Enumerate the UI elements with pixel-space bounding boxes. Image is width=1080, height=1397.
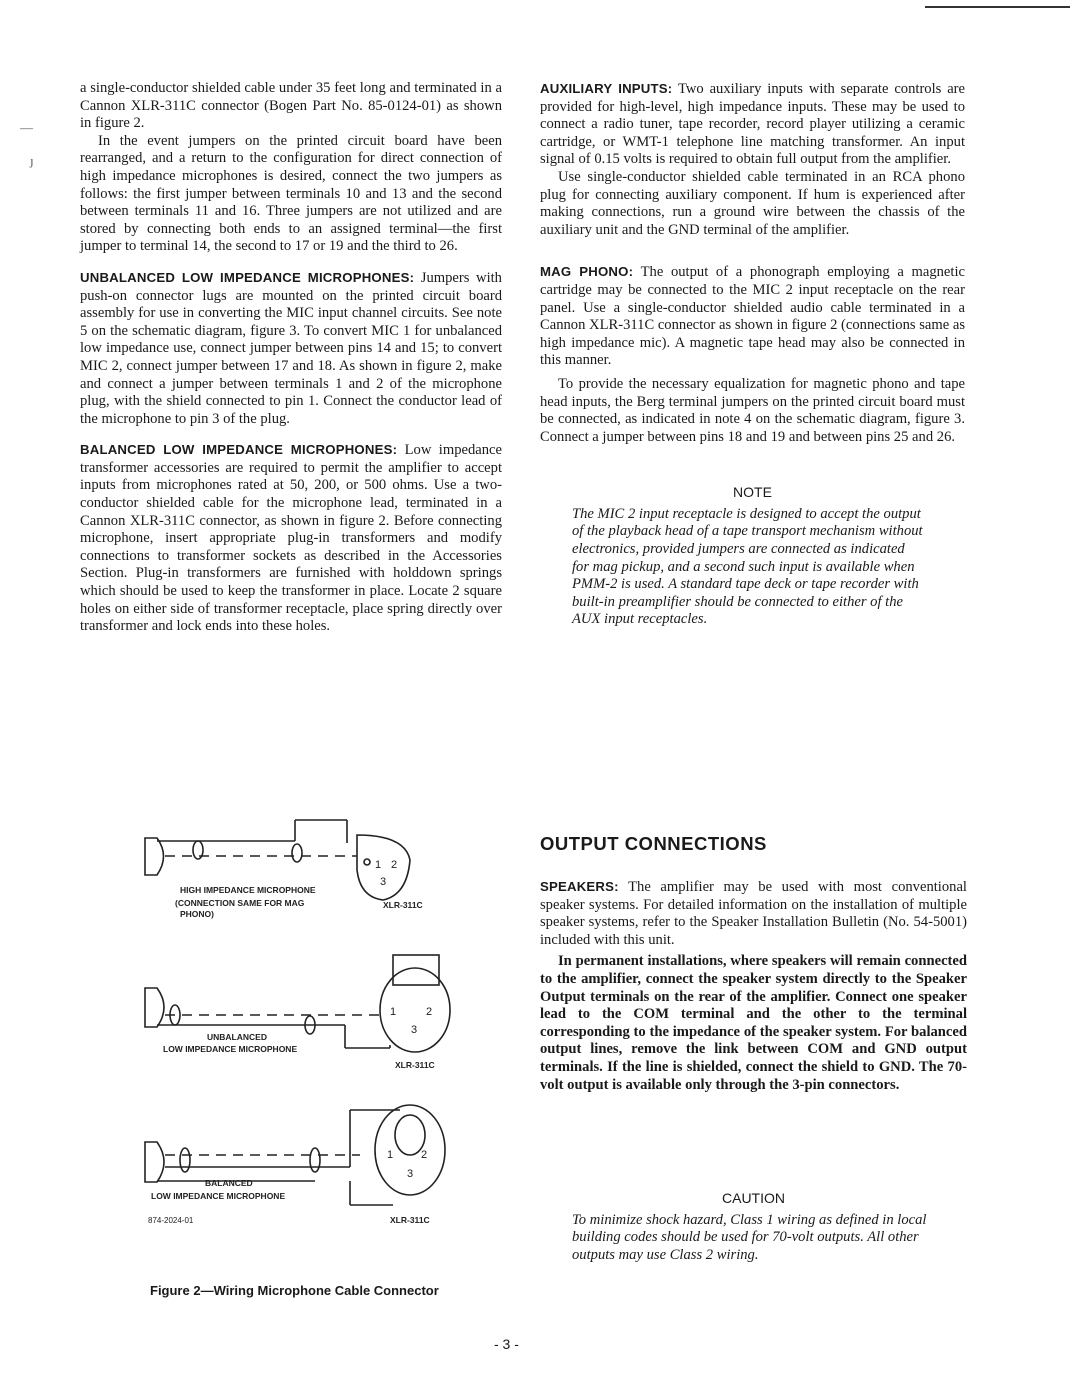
speakers-text: The amplifier may be used with most conventional speaker systems. For detailed information on the installation of multiple speaker systems, refer to the Speaker Installation Bulletin (No. 54-5001) included with this unit.: [540, 879, 967, 948]
page-number: - 3 -: [494, 1336, 519, 1352]
balanced-text: Low impedance transformer accessories are required to permit the amplifier to accept inputs from microphones rated at 50, 200, or 500 ohms. Use a two-conductor shielded cable for the microphone lead, terminated in a Cannon XLR-311C connector, as shown in figure 2. Before connecting microphone, insert appropriate plug-in transformers and modify connections to transformer sockets as described in the Accessories Section. Plug-in transformers are furnished with holddown springs which should be used to keep the transformer in place. Locate 2 square holes on either side of transformer receptacle, place spring directly over transformer and lock ends into these holes.: [80, 442, 502, 635]
left-column: [80, 80, 502, 636]
pin-2-label: 2: [426, 1006, 433, 1018]
xlr-label: XLR-311C: [390, 1215, 430, 1225]
unbalanced-label: UNBALANCED: [207, 1032, 267, 1042]
note-title: NOTE: [733, 484, 772, 501]
caution-block: [540, 1190, 967, 1264]
part-number: 874-2024-01: [148, 1216, 194, 1225]
mag-text: The output of a phonograph employing a magnetic cartridge may be connected to the MIC 2 input receptacle on the rear panel. Use a single-conductor shielded audio cable terminated in a Cannon XLR-311C connector as shown in figure 2 (connections same as high impedance mic). A magnetic tape head may also be connected in this manner.: [540, 264, 966, 369]
mag-text-2: To provide the necessary equalization for magnetic phono and tape head inputs, the Berg terminal jumpers on the printed circuit board must be connected, as indicated in note 4 on the schematic diagram, figure 3. Connect a jumper between pins 18 and 19 and between pins 25 and 26.: [540, 375, 965, 445]
unbalanced-text: Jumpers with push-on connector lugs are mounted on the printed circuit board assembly for use in converting the MIC input channel circuits. See note 5 on the schematic diagram, figure 3. To convert MIC 1 for unbalanced low impedance use, connect jumper between pins 14 and 15; to convert MIC 2, connect jumper between 17 and 18. As shown in figure 2, make and connect a jumper between terminals 1 and 2 of the microphone plug, with the shield connected to pin 1. Connect the conductor lead of the microphone to pin 3 of the plug.: [80, 269, 502, 427]
unbalanced-low-imp-label: LOW IMPEDANCE MICROPHONE: [163, 1044, 298, 1054]
balanced-low-imp-label: LOW IMPEDANCE MICROPHONE: [151, 1191, 286, 1201]
speakers-column: [540, 878, 967, 1094]
balanced-section: [80, 441, 502, 636]
xlr-label: XLR-311C: [395, 1060, 435, 1070]
pin-3-label: 3: [407, 1168, 414, 1180]
pin-3-label: 3: [411, 1024, 418, 1036]
balanced-label: BALANCED: [205, 1178, 253, 1188]
pin-3-label: 3: [380, 876, 387, 888]
wiring-figure: [135, 805, 465, 1235]
aux-text-2: Use single-conductor shielded cable terminated in an RCA phono plug for connecting auxiliary component. If hum is experienced after making connections, run a ground wire between the chassis of the auxiliary unit and the GND terminal of the amplifier.: [540, 168, 965, 238]
balanced-heading: BALANCED LOW IMPEDANCE MICROPHONES:: [80, 442, 398, 458]
pin-1-label: 1: [375, 859, 382, 871]
aux-section: [540, 80, 965, 169]
caution-text: To minimize shock hazard, Class 1 wiring as defined in local building codes should be used for 70-volt outputs. All other outputs may use Class 2 wiring.: [572, 1211, 927, 1263]
mag-section: [540, 263, 965, 370]
mag-heading: MAG PHONO:: [540, 264, 634, 280]
pin-2-label: 2: [421, 1149, 428, 1161]
margin-mark: ȷ: [30, 153, 34, 168]
speakers-text-2: In permanent installations, where speakers will remain connected to the amplifier, connect the speaker system directly to the Speaker Output terminals on the rear of the amplifier. Connect one speaker lead to the COM terminal and the other to the terminal corresponding to the impedance of the speaker system. For balanced output lines, remove the link between COM and GND output terminals. If the line is shielded, connect the shield to GND. The 70-volt output is available only through the 3-pin connectors.: [540, 953, 967, 1093]
caution-title: CAUTION: [722, 1190, 785, 1206]
connection-same-label: (CONNECTION SAME FOR MAG: [175, 898, 305, 908]
output-connections-heading: OUTPUT CONNECTIONS: [540, 833, 767, 854]
high-impedance-diagram: [145, 820, 423, 919]
figure-caption: Figure 2—Wiring Microphone Cable Connector: [150, 1283, 439, 1298]
pin-2-label: 2: [391, 859, 398, 871]
event-jumpers-paragraph: In the event jumpers on the printed circuit board have been rearranged, and a return to the configuration for direct connection of high impedance microphones is desired, connect the two jumpers as follows: the first jumper between terminals 10 and 13 and the second between terminals 11 and 16. Three jumpers are not utilized and are stored by connecting both ends to an assigned terminal—the first jumper to terminal 14, the second to 17 or 19 and the third to 26.: [80, 132, 502, 255]
balanced-diagram: [145, 1105, 445, 1225]
speakers-heading: SPEAKERS:: [540, 879, 619, 894]
pin-1-label: 1: [390, 1006, 397, 1018]
unbalanced-section: [80, 269, 502, 428]
aux-text: Two auxiliary inputs with separate controls are provided for high-level, high impedance inputs. These may be used to connect a radio tuner, tape recorder, record player utilizing a ceramic cartridge, or WMT-1 telephone line matching transformer. An input signal of 0.15 volts is required to obtain full output from the amplifier.: [540, 81, 966, 168]
aux-heading: AUXILIARY INPUTS:: [540, 81, 673, 96]
top-rule: [925, 6, 1070, 8]
speakers-section: [540, 878, 967, 949]
right-column: [540, 80, 965, 629]
margin-mark: —: [20, 120, 33, 135]
unbalanced-heading: UNBALANCED LOW IMPEDANCE MICROPHONES:: [80, 269, 415, 285]
unbalanced-diagram: [145, 955, 450, 1070]
intro-paragraph: a single-conductor shielded cable under 35 feet long and terminated in a Cannon XLR-311C connector (Bogen Part No. 85-0124-01) as shown in figure 2.: [80, 80, 502, 132]
phono-label: PHONO): [180, 909, 214, 919]
pin-1-label: 1: [387, 1149, 394, 1161]
xlr-label: XLR-311C: [383, 900, 423, 910]
note-text: The MIC 2 input receptacle is designed to accept the output of the playback head of a tape transport mechanism without electronics, provided jumpers are connected as indicated for mag pickup, and a second such input is available when PMM-2 is used. A standard tape deck or tape recorder with built-in preamplifier should be connected to either of the AUX input receptacles.: [572, 505, 923, 628]
high-impedance-label: HIGH IMPEDANCE MICROPHONE: [180, 885, 316, 895]
